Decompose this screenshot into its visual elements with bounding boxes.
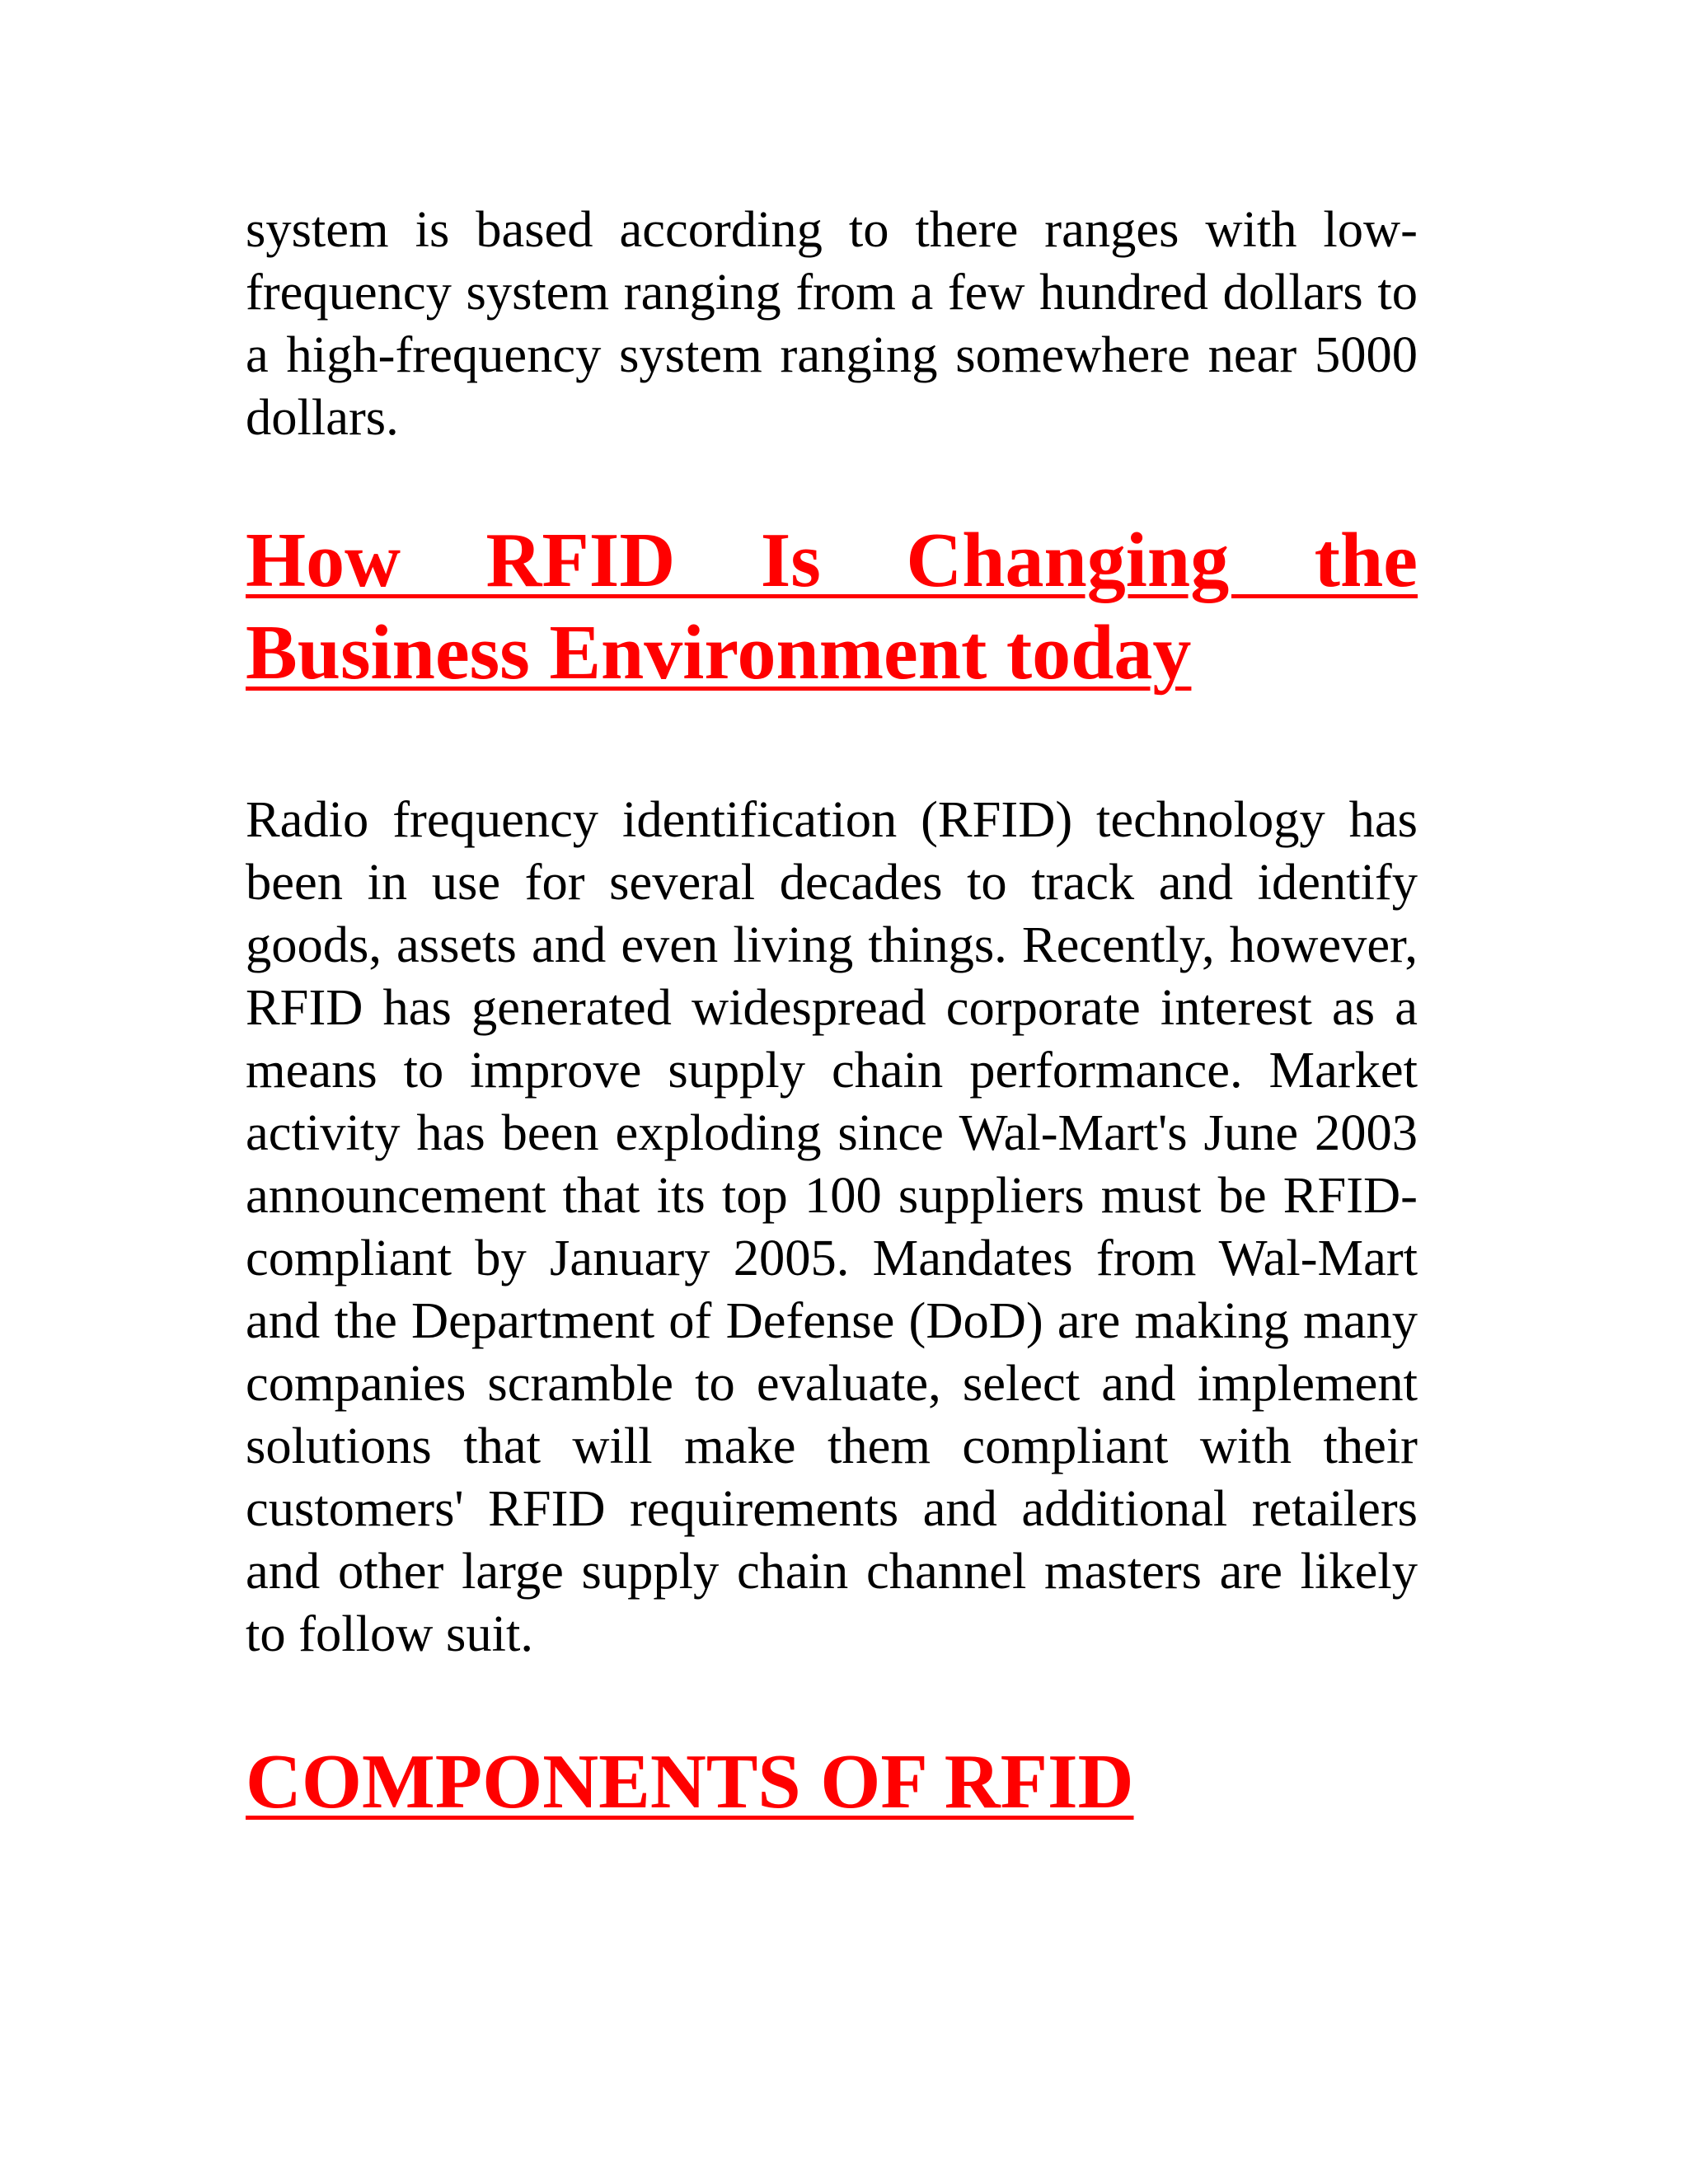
rfid-business-paragraph: Radio frequency identification (RFID) technology has been in use for several decades to track and identify goods, assets and even living things. Recently, however, RFID has generated widespread corporate interest as a means to improve supply chain performance. Market activity has been exploding since Wal-Mart's June 2003 announcement that its top 100 suppliers must be RFID-compliant by January 2005. Mandates from Wal-Mart and the Department of Defense (DoD) are making many companies scramble to evaluate, select and implement solutions that will make them compliant with their customers' RFID requirements and additional retailers and other large supply chain channel masters are likely to follow suit. <box>246 790 1418 1662</box>
section-heading-components: COMPONENTS OF RFID <box>246 1739 1134 1825</box>
intro-paragraph: system is based according to there ranges with low-frequency system ranging from a few hundred dollars to a high-frequency system ranging somewhere near 5000 dollars. <box>246 200 1418 446</box>
document-page <box>246 198 1418 1828</box>
section-heading-rfid-business: How RFID Is Changing the Business Environment today <box>246 518 1418 696</box>
